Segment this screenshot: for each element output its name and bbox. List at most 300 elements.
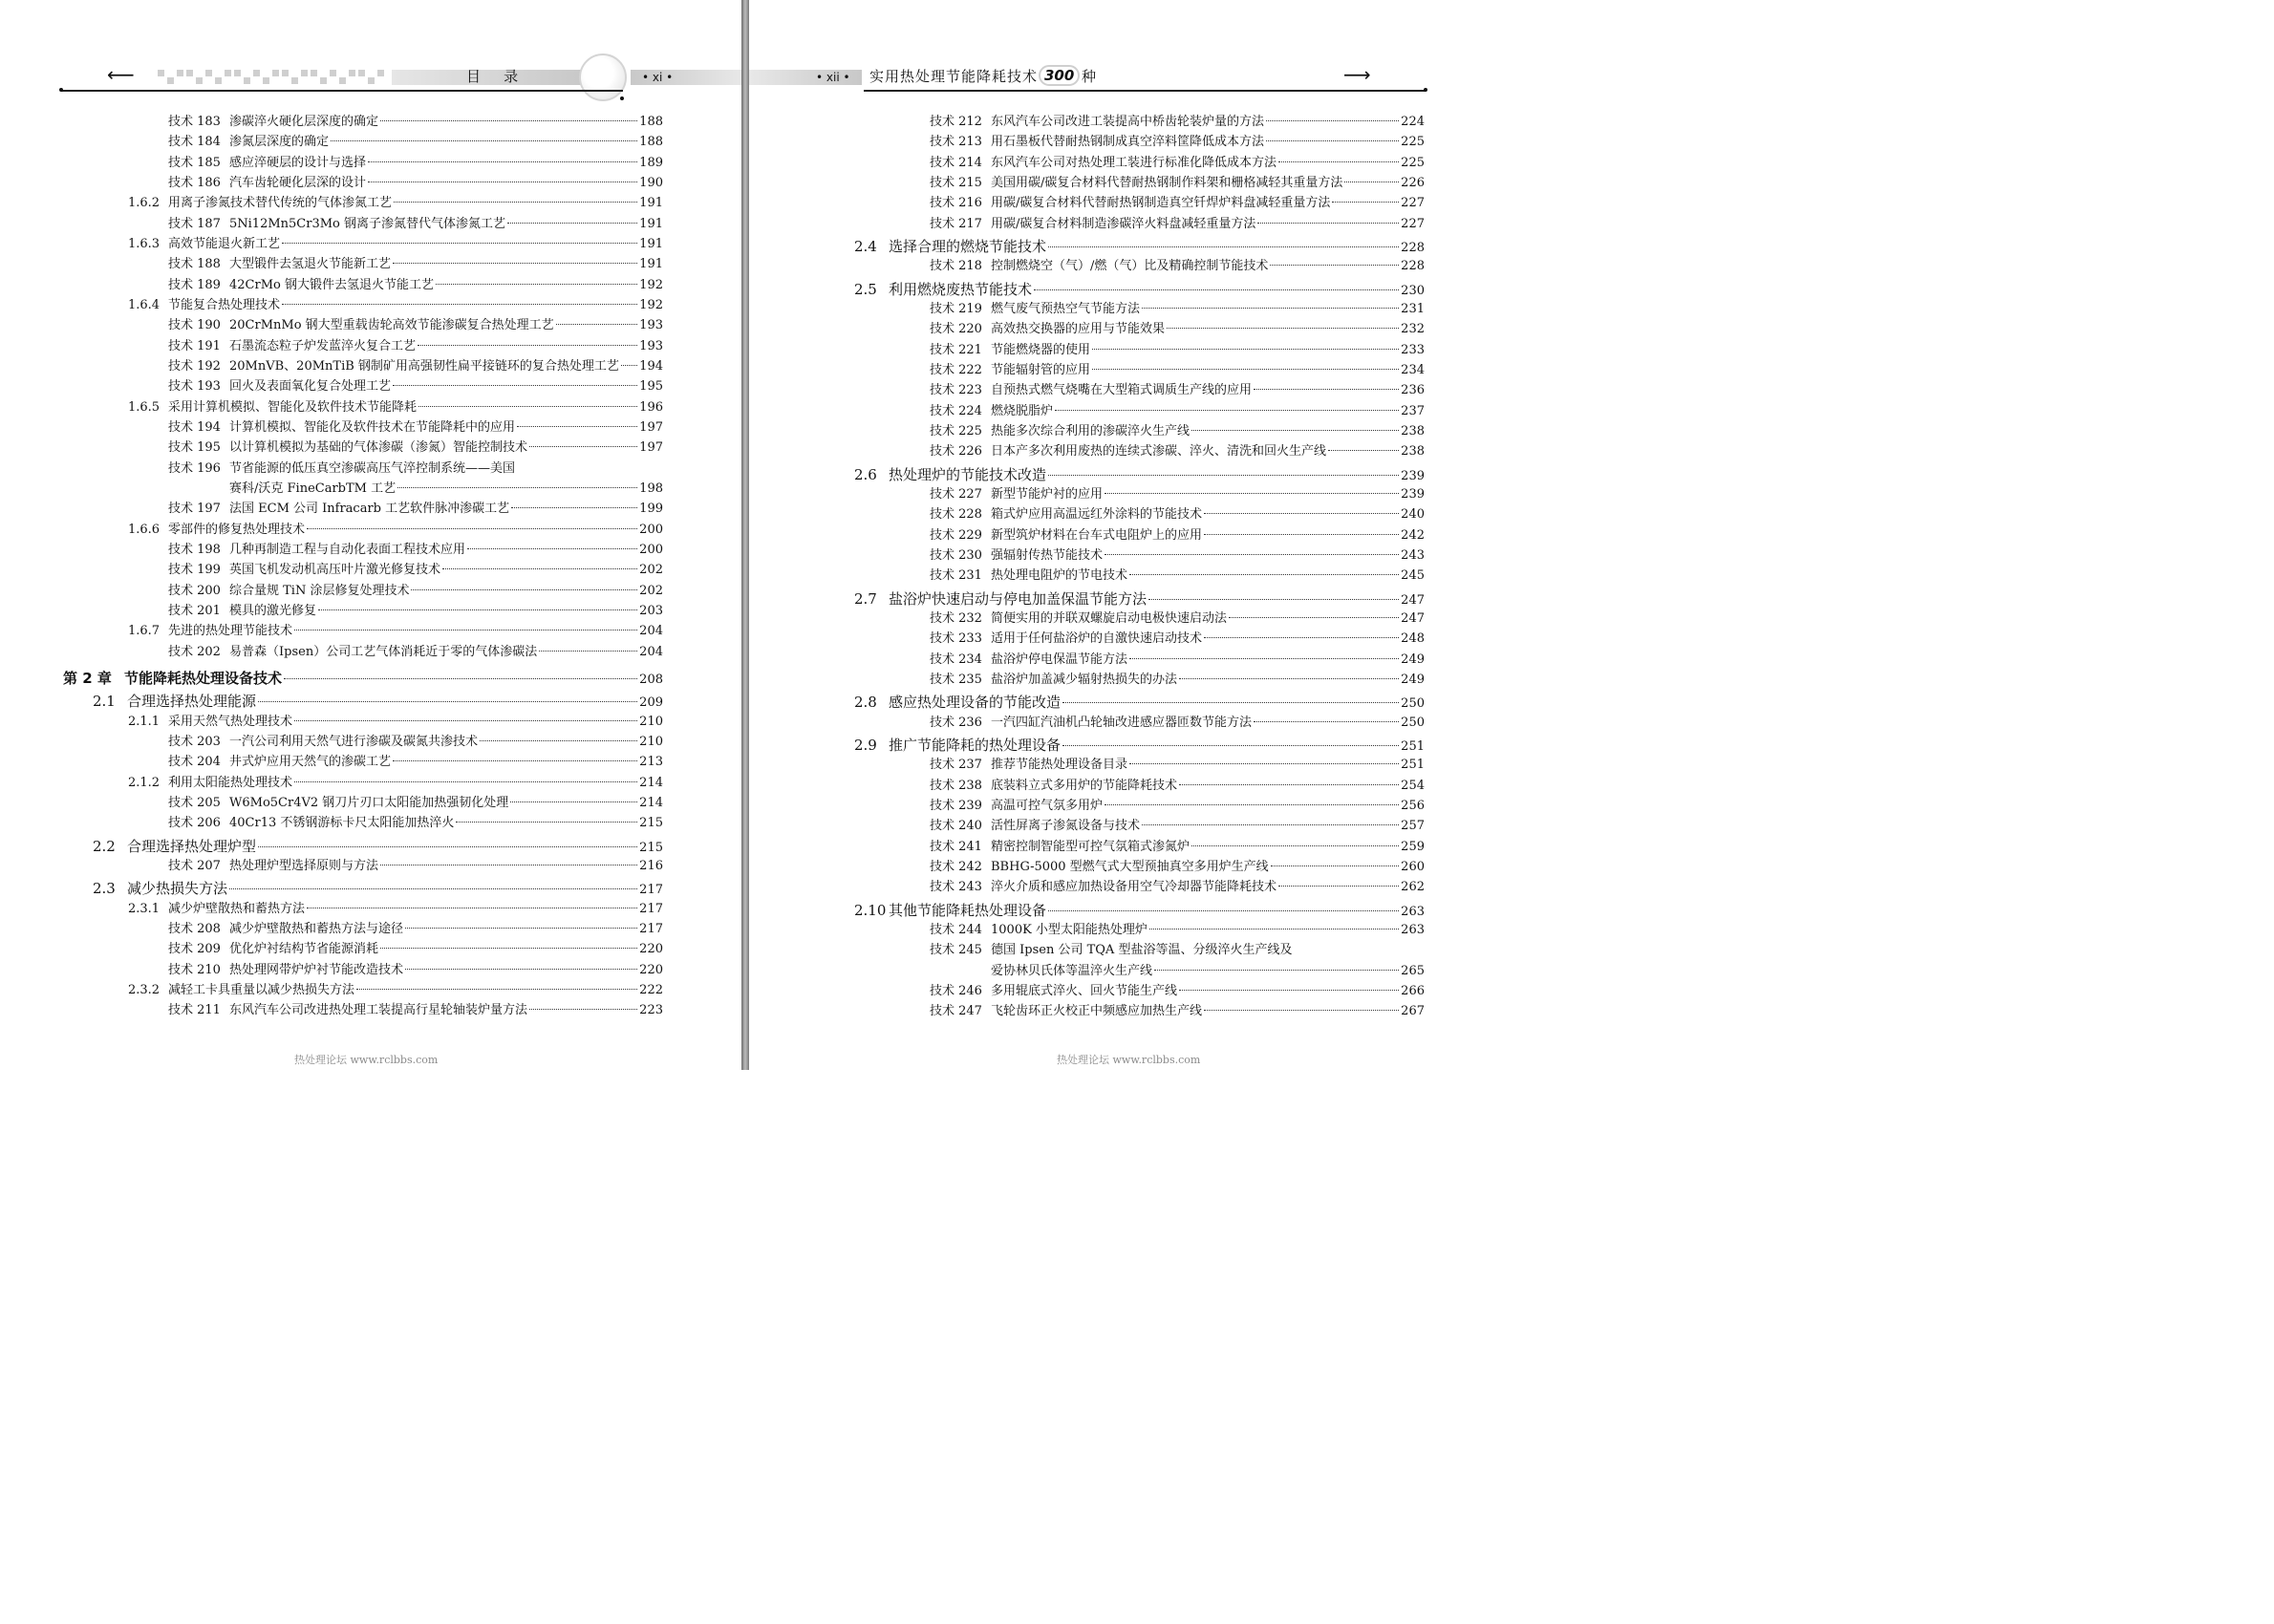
toc-leader-dots	[380, 120, 637, 121]
toc-entry-number: 技术 215	[930, 175, 982, 190]
toc-entry-number: 技术 191	[168, 338, 221, 353]
toc-entry-number: 1.6.4	[128, 297, 161, 312]
toc-entry-title: 采用计算机模拟、智能化及软件技术节能降耗	[168, 399, 418, 415]
toc-leader-dots	[1254, 389, 1399, 390]
toc-entry-title: 感应热处理设备的节能改造	[889, 694, 1062, 712]
toc-entry-number: 技术 193	[168, 379, 221, 395]
toc-entry[interactable]	[930, 942, 1425, 959]
toc-entry-number: 2.6	[854, 465, 877, 483]
toc-entry-title: 采用天然气热处理技术	[168, 714, 293, 729]
toc-leader-dots	[1204, 513, 1399, 514]
toc-leader-dots	[1129, 574, 1399, 575]
toc-leader-dots	[1179, 784, 1399, 785]
toc-leader-dots	[456, 822, 637, 823]
toc-entry-title: 精密控制智能型可控气氛箱式渗氮炉	[991, 839, 1191, 854]
toc-entry-page: 213	[639, 755, 663, 770]
toc-entry-page: 209	[639, 695, 663, 711]
toc-entry-title: 热处理网带炉炉衬节能改造技术	[229, 962, 404, 977]
toc-entry[interactable]	[930, 382, 1425, 399]
toc-entry-page: 203	[639, 603, 663, 618]
toc-leader-dots	[1062, 702, 1399, 703]
toc-entry-number: 1.6.7	[128, 624, 161, 639]
toc-entry-title: 多用辊底式淬火、回火节能生产线	[991, 983, 1178, 998]
toc-entry-page: 233	[1401, 342, 1425, 357]
toc-entry-title: 大型锻件去氢退火节能新工艺	[229, 257, 392, 272]
toc-entry[interactable]	[168, 542, 663, 559]
toc-entry-number: 技术 187	[168, 216, 221, 231]
toc-leader-dots	[556, 324, 638, 325]
toc-entry[interactable]	[930, 983, 1425, 1000]
toc-entry-title: 热处理炉型选择原则与方法	[229, 858, 379, 873]
toc-entry-number: 技术 237	[930, 758, 982, 773]
toc-leader-dots	[1092, 349, 1399, 350]
toc-entry-number: 技术 234	[930, 652, 982, 667]
toc-entry[interactable]	[168, 734, 663, 751]
toc-entry[interactable]	[128, 236, 663, 253]
toc-entry[interactable]	[168, 754, 663, 771]
toc-entry[interactable]	[930, 778, 1425, 795]
toc-leader-dots	[356, 989, 637, 990]
toc-entry[interactable]	[128, 522, 663, 539]
forward-arrow-icon[interactable]: ⟶	[1343, 63, 1371, 86]
toc-entry-number: 2.1	[93, 693, 116, 711]
toc-entry-number: 技术 197	[168, 502, 221, 517]
toc-entry-page: 265	[1401, 963, 1425, 978]
toc-entry[interactable]	[168, 603, 663, 620]
toc-entry-title: 高效热交换器的应用与节能效果	[991, 322, 1166, 337]
toc-entry[interactable]	[854, 466, 1425, 485]
toc-entry-number: 技术 243	[930, 880, 982, 895]
toc-entry[interactable]	[854, 694, 1425, 713]
toc-leader-dots	[258, 701, 637, 702]
toc-leader-dots	[411, 589, 637, 590]
toc-entry[interactable]	[168, 216, 663, 233]
toc-entry[interactable]	[854, 281, 1425, 300]
toc-entry-title: 一汽公司利用天然气进行渗碳及碳氮共渗技术	[229, 734, 479, 749]
toc-entry-page: 197	[639, 419, 663, 435]
toc-leader-dots	[1048, 475, 1399, 476]
toc-entry[interactable]	[168, 256, 663, 273]
toc-leader-dots	[1062, 745, 1399, 746]
toc-entry-page: 195	[639, 379, 663, 395]
toc-entry[interactable]	[168, 338, 663, 355]
toc-entry[interactable]	[930, 216, 1425, 233]
toc-entry-number: 技术 245	[930, 943, 982, 958]
toc-entry[interactable]	[930, 547, 1425, 565]
toc-entry-title: 东风汽车公司改进热处理工装提高行星轮轴装炉量方法	[229, 1003, 528, 1018]
toc-entry-page: 227	[1401, 216, 1425, 231]
toc-entry[interactable]	[63, 670, 663, 689]
toc-entry[interactable]	[930, 859, 1425, 876]
toc-entry-page: 231	[1401, 301, 1425, 316]
toc-entry-page: 215	[639, 840, 663, 855]
toc-entry-page: 254	[1401, 778, 1425, 793]
toc-entry-title: 节能复合热处理技术	[168, 297, 281, 312]
toc-entry[interactable]	[930, 195, 1425, 212]
toc-entry[interactable]	[930, 362, 1425, 379]
toc-entry[interactable]	[930, 610, 1425, 628]
toc-entry-number: 技术 201	[168, 603, 221, 618]
toc-entry[interactable]	[168, 114, 663, 131]
toc-leader-dots	[436, 284, 637, 285]
toc-entry-title: 其他节能降耗热处理设备	[889, 901, 1047, 919]
toc-leader-dots	[1148, 599, 1399, 600]
toc-entry[interactable]	[168, 419, 663, 437]
toc-entry-page: 217	[639, 883, 663, 898]
toc-leader-dots	[331, 140, 637, 141]
toc-entry-title: 新型节能炉衬的应用	[991, 486, 1104, 502]
toc-entry[interactable]	[930, 652, 1425, 669]
toc-leader-dots	[1055, 410, 1399, 411]
toc-leader-dots	[1129, 763, 1399, 764]
toc-entry-number: 技术 242	[930, 859, 982, 874]
toc-entry-title: 先进的热处理节能技术	[168, 624, 293, 639]
toc-entry[interactable]	[128, 982, 663, 999]
toc-entry-title: 盐浴炉快速启动与停电加盖保温节能方法	[889, 589, 1148, 608]
toc-entry-number: 2.10	[854, 901, 887, 919]
toc-entry[interactable]	[168, 155, 663, 172]
toc-leader-dots	[1179, 678, 1399, 679]
toc-entry-page: 189	[639, 155, 663, 170]
toc-leader-dots	[442, 568, 637, 569]
toc-entry-title: 美国用碳/碳复合材料代替耐热钢制作料架和栅格减轻其重量方法	[991, 175, 1343, 190]
toc-entry-number: 技术 190	[168, 318, 221, 333]
toc-entry-title: 适用于任何盐浴炉的自激快速启动技术	[991, 631, 1203, 647]
toc-entry-page: 247	[1401, 592, 1425, 608]
toc-entry-page: 204	[639, 644, 663, 659]
toc-entry-number: 技术 224	[930, 403, 982, 418]
toc-entry[interactable]	[930, 506, 1425, 524]
toc-entry-title: 强辐射传热节能技术	[991, 547, 1104, 563]
right-header-title: 实用热处理节能降耗技术	[869, 68, 1039, 85]
toc-leader-dots	[258, 846, 637, 847]
toc-entry-title: 用离子渗氮技术替代传统的气体渗氮工艺	[168, 196, 393, 211]
toc-entry-title: 易普森（Ipsen）公司工艺气体消耗近于零的气体渗碳法	[229, 644, 538, 659]
toc-entry[interactable]	[930, 567, 1425, 585]
toc-entry[interactable]	[128, 297, 663, 314]
toc-entry-number: 技术 236	[930, 715, 982, 730]
toc-entry-page: 225	[1401, 155, 1425, 170]
toc-entry-number: 2.1.1	[128, 714, 161, 729]
toc-entry-page: 217	[639, 921, 663, 936]
toc-entry[interactable]	[168, 941, 663, 958]
toc-entry-number: 技术 214	[930, 155, 982, 170]
toc-leader-dots	[1266, 140, 1399, 141]
toc-leader-dots	[1105, 493, 1399, 494]
toc-entry-page: 202	[639, 583, 663, 598]
toc-entry[interactable]	[168, 583, 663, 600]
toc-entry-page: 193	[639, 338, 663, 353]
toc-entry-number: 技术 195	[168, 440, 221, 456]
header-circle-ornament	[579, 53, 627, 101]
toc-entry-page: 259	[1401, 839, 1425, 854]
toc-entry-title: 一汽四缸汽油机凸轮轴改进感应器匝数节能方法	[991, 715, 1253, 730]
toc-entry-title: 综合量规 TiN 涂层修复处理技术	[229, 583, 410, 598]
toc-leader-dots	[467, 548, 637, 549]
toc-entry-page: 226	[1401, 175, 1425, 190]
toc-entry-title: 渗氮层深度的确定	[229, 135, 330, 150]
toc-leader-dots	[507, 223, 637, 224]
toc-entry-number: 技术 218	[930, 259, 982, 274]
right-page-number: • xii •	[816, 71, 850, 84]
toc-leader-dots	[393, 385, 637, 386]
toc-entry-page: 197	[639, 440, 663, 456]
toc-entry-page: 215	[639, 816, 663, 831]
toc-entry-page: 236	[1401, 383, 1425, 398]
toc-leader-dots	[1204, 1010, 1399, 1011]
toc-entry-title: 活性屏离子渗氮设备与技术	[991, 819, 1141, 834]
toc-entry-page: 238	[1401, 444, 1425, 459]
toc-entry-page: 202	[639, 563, 663, 578]
toc-entry-page: 210	[639, 714, 663, 729]
toc-entry-number: 第 2 章	[63, 669, 112, 687]
toc-entry-number: 技术 211	[168, 1003, 221, 1018]
toc-entry[interactable]	[930, 301, 1425, 318]
toc-entry[interactable]	[168, 644, 663, 661]
toc-entry-title: 热能多次综合利用的渗碳淬火生产线	[991, 423, 1191, 438]
toc-entry[interactable]	[930, 443, 1425, 460]
toc-entry-title: 热处理电阻炉的节电技术	[991, 568, 1128, 584]
toc-entry[interactable]	[128, 901, 663, 918]
toc-entry[interactable]	[128, 714, 663, 731]
toc-entry-page: 194	[639, 358, 663, 374]
toc-leader-dots	[418, 345, 637, 346]
toc-entry[interactable]	[930, 321, 1425, 338]
toc-entry[interactable]	[168, 562, 663, 579]
toc-leader-dots	[405, 969, 637, 970]
toc-entry[interactable]	[128, 775, 663, 792]
toc-entry-page: 191	[639, 236, 663, 251]
toc-leader-dots	[397, 487, 637, 488]
toc-entry[interactable]	[930, 798, 1425, 815]
toc-entry-title: 东风汽车公司对热处理工装进行标准化降低成本方法	[991, 155, 1277, 170]
toc-entry-title: 减轻工卡具重量以减少热损失方法	[168, 982, 355, 997]
toc-entry-number: 技术 240	[930, 819, 982, 834]
toc-entry[interactable]	[930, 403, 1425, 420]
toc-entry-number: 技术 244	[930, 922, 982, 937]
toc-entry-title: 法国 ECM 公司 Infracarb 工艺软件脉冲渗碳工艺	[229, 502, 510, 517]
toc-entry[interactable]	[930, 757, 1425, 774]
toc-entry-number: 技术 213	[930, 135, 982, 150]
toc-entry[interactable]	[930, 818, 1425, 835]
toc-entry[interactable]	[854, 737, 1425, 756]
toc-leader-dots	[1142, 308, 1399, 309]
toc-entry-title: 零部件的修复热处理技术	[168, 522, 306, 537]
toc-entry-title: 合理选择热处理炉型	[127, 837, 257, 855]
header-pixel-pattern	[158, 70, 384, 85]
toc-leader-dots	[1204, 637, 1399, 638]
toc-entry-number: 2.3	[93, 880, 116, 898]
toc-entry-page: 239	[1401, 468, 1425, 483]
toc-entry-number: 技术 203	[168, 734, 221, 749]
right-footer: 热处理论坛 www.rclbbs.com	[1057, 1054, 1201, 1066]
toc-entry-number: 技术 221	[930, 342, 982, 357]
toc-entry[interactable]	[930, 839, 1425, 856]
toc-entry-title: 模具的激光修复	[229, 603, 317, 618]
toc-entry[interactable]	[930, 175, 1425, 192]
toc-leader-dots	[405, 928, 637, 929]
toc-entry-page: 263	[1401, 904, 1425, 919]
toc-entry-page: 199	[639, 502, 663, 517]
toc-entry-number: 2.7	[854, 589, 877, 608]
toc-entry[interactable]	[854, 902, 1425, 921]
toc-entry[interactable]	[854, 590, 1425, 609]
toc-entry-number: 技术 207	[168, 858, 221, 873]
toc-entry-number: 1.6.3	[128, 236, 161, 251]
toc-entry[interactable]	[168, 277, 663, 294]
toc-entry-page: 190	[639, 175, 663, 190]
toc-entry-page: 232	[1401, 322, 1425, 337]
toc-entry[interactable]	[168, 795, 663, 812]
toc-entry-number: 2.9	[854, 736, 877, 754]
toc-entry-title: 节能燃烧器的使用	[991, 342, 1091, 357]
toc-leader-dots	[1191, 430, 1399, 431]
toc-entry[interactable]	[168, 358, 663, 375]
toc-entry[interactable]	[930, 155, 1425, 172]
toc-entry[interactable]	[93, 693, 663, 712]
toc-leader-dots	[394, 202, 637, 203]
toc-entry-title: 简便实用的并联双螺旋启动电极快速启动法	[991, 610, 1228, 626]
toc-entry-title: 石墨流态粒子炉发蓝淬火复合工艺	[229, 338, 417, 353]
toc-entry[interactable]	[168, 858, 663, 875]
toc-entry-title: 盐浴炉加盖减少辐射热损失的办法	[991, 672, 1178, 687]
toc-entry[interactable]	[128, 399, 663, 417]
toc-leader-dots	[511, 507, 637, 508]
toc-leader-dots	[1048, 910, 1399, 911]
toc-entry[interactable]	[168, 501, 663, 518]
toc-entry-title: 选择合理的燃烧节能技术	[889, 237, 1047, 255]
toc-entry[interactable]	[930, 423, 1425, 440]
toc-entry-title: BBHG-5000 型燃气式大型预抽真空多用炉生产线	[991, 859, 1269, 874]
toc-entry[interactable]	[930, 922, 1425, 939]
toc-entry-title: 用碳/碳复合材料制造渗碳淬火料盘减轻重量方法	[991, 216, 1256, 231]
left-header	[0, 59, 741, 94]
toc-entry-page: 191	[639, 216, 663, 231]
toc-entry[interactable]	[168, 378, 663, 395]
back-arrow-icon[interactable]: ⟵	[107, 63, 135, 86]
toc-entry-number: 技术 194	[168, 419, 221, 435]
toc-entry-title: 减少炉壁散热和蓄热方法与途径	[229, 921, 404, 936]
toc-leader-dots	[1266, 120, 1399, 121]
toc-leader-dots	[282, 304, 637, 305]
toc-leader-dots	[1105, 554, 1399, 555]
toc-entry-title: 汽车齿轮硬化层深的设计	[229, 175, 367, 190]
toc-entry-page: 222	[639, 982, 663, 997]
toc-leader-dots	[284, 678, 637, 679]
toc-entry-number: 1.6.5	[128, 399, 161, 415]
toc-entry-page: 210	[639, 734, 663, 749]
toc-entry-page: 260	[1401, 859, 1425, 874]
toc-leader-dots	[294, 781, 637, 782]
toc-leader-dots	[294, 720, 637, 721]
toc-entry[interactable]	[991, 963, 1425, 980]
toc-entry[interactable]	[168, 921, 663, 938]
toc-entry-title: 东风汽车公司改进工装提高中桥齿轮装炉量的方法	[991, 115, 1265, 129]
toc-entry-title: 以计算机模拟为基础的气体渗碳（渗氮）智能控制技术	[229, 440, 528, 456]
toc-entry[interactable]	[168, 1002, 663, 1019]
toc-entry[interactable]	[930, 630, 1425, 648]
toc-entry-number: 技术 212	[930, 115, 982, 129]
toc-entry-number: 技术 227	[930, 486, 982, 502]
toc-entry-title: 节能辐射管的应用	[991, 362, 1091, 377]
toc-entry[interactable]	[229, 481, 663, 498]
toc-entry-page: 247	[1401, 610, 1425, 626]
toc-entry[interactable]	[930, 114, 1425, 131]
toc-entry[interactable]	[930, 134, 1425, 151]
toc-entry-title: 20MnVB、20MnTiB 钢制矿用高强韧性扁平接链环的复合热处理工艺	[229, 358, 619, 374]
toc-entry[interactable]	[930, 258, 1425, 275]
toc-entry-title: 利用燃烧废热节能技术	[889, 280, 1033, 298]
toc-entry-page: 249	[1401, 672, 1425, 687]
toc-leader-dots	[529, 446, 637, 447]
toc-entry-title: 淬火介质和感应加热设备用空气冷却器节能降耗技术	[991, 880, 1277, 895]
toc-entry[interactable]	[168, 962, 663, 979]
toc-entry-number: 技术 230	[930, 547, 982, 563]
toc-entry[interactable]	[930, 527, 1425, 545]
toc-leader-dots	[480, 740, 637, 741]
toc-entry[interactable]	[93, 880, 663, 899]
toc-entry-number: 技术 246	[930, 983, 982, 998]
toc-entry[interactable]	[168, 317, 663, 334]
toc-entry-number: 技术 186	[168, 175, 221, 190]
toc-leader-dots	[1092, 369, 1399, 370]
toc-leader-dots	[539, 651, 637, 652]
toc-leader-dots	[1142, 824, 1399, 825]
toc-entry-number: 技术 202	[168, 644, 221, 659]
toc-entry-number: 技术 189	[168, 277, 221, 292]
toc-entry-page: 196	[639, 399, 663, 415]
toc-entry-title: 20CrMnMo 钢大型重载齿轮高效节能渗碳复合热处理工艺	[229, 318, 554, 333]
toc-entry[interactable]	[168, 134, 663, 151]
toc-entry[interactable]	[128, 195, 663, 212]
toc-entry[interactable]	[930, 486, 1425, 503]
toc-entry-title: 1000K 小型太阳能热处理炉	[991, 922, 1148, 937]
toc-entry[interactable]	[930, 672, 1425, 689]
toc-entry-number: 技术 229	[930, 527, 982, 543]
toc-entry-page: 248	[1401, 631, 1425, 647]
toc-entry[interactable]	[930, 1003, 1425, 1020]
toc-entry[interactable]	[930, 342, 1425, 359]
toc-leader-dots	[307, 528, 637, 529]
toc-entry-page: 188	[639, 115, 663, 129]
toc-entry-page: 238	[1401, 423, 1425, 438]
toc-entry[interactable]	[128, 623, 663, 640]
toc-entry[interactable]	[168, 439, 663, 457]
toc-leader-dots	[1278, 161, 1399, 162]
toc-entry-title: 用碳/碳复合材料代替耐热钢制造真空钎焊炉料盘减轻重量方法	[991, 196, 1331, 211]
toc-entry-page: 267	[1401, 1004, 1425, 1019]
toc-entry-title: 推广节能降耗的热处理设备	[889, 736, 1062, 754]
toc-entry[interactable]	[930, 879, 1425, 896]
toc-entry-number: 技术 210	[168, 962, 221, 977]
right-page	[749, 0, 1480, 1070]
toc-entry[interactable]	[930, 715, 1425, 732]
toc-entry-page: 191	[639, 196, 663, 211]
toc-entry[interactable]	[168, 460, 663, 478]
toc-leader-dots	[1229, 617, 1399, 618]
toc-entry[interactable]	[854, 238, 1425, 257]
toc-entry-page: 249	[1401, 652, 1425, 667]
toc-entry-title: 盐浴炉停电保温节能方法	[991, 652, 1128, 667]
toc-entry[interactable]	[168, 815, 663, 832]
toc-entry-number: 技术 185	[168, 155, 221, 170]
toc-entry-number: 技术 219	[930, 301, 982, 316]
toc-entry[interactable]	[93, 838, 663, 857]
toc-entry[interactable]	[168, 175, 663, 192]
toc-entry-title: 计算机模拟、智能化及软件技术在节能降耗中的应用	[229, 419, 516, 435]
toc-entry-number: 技术 192	[168, 358, 221, 374]
header-rule-dot-right	[1424, 88, 1427, 92]
